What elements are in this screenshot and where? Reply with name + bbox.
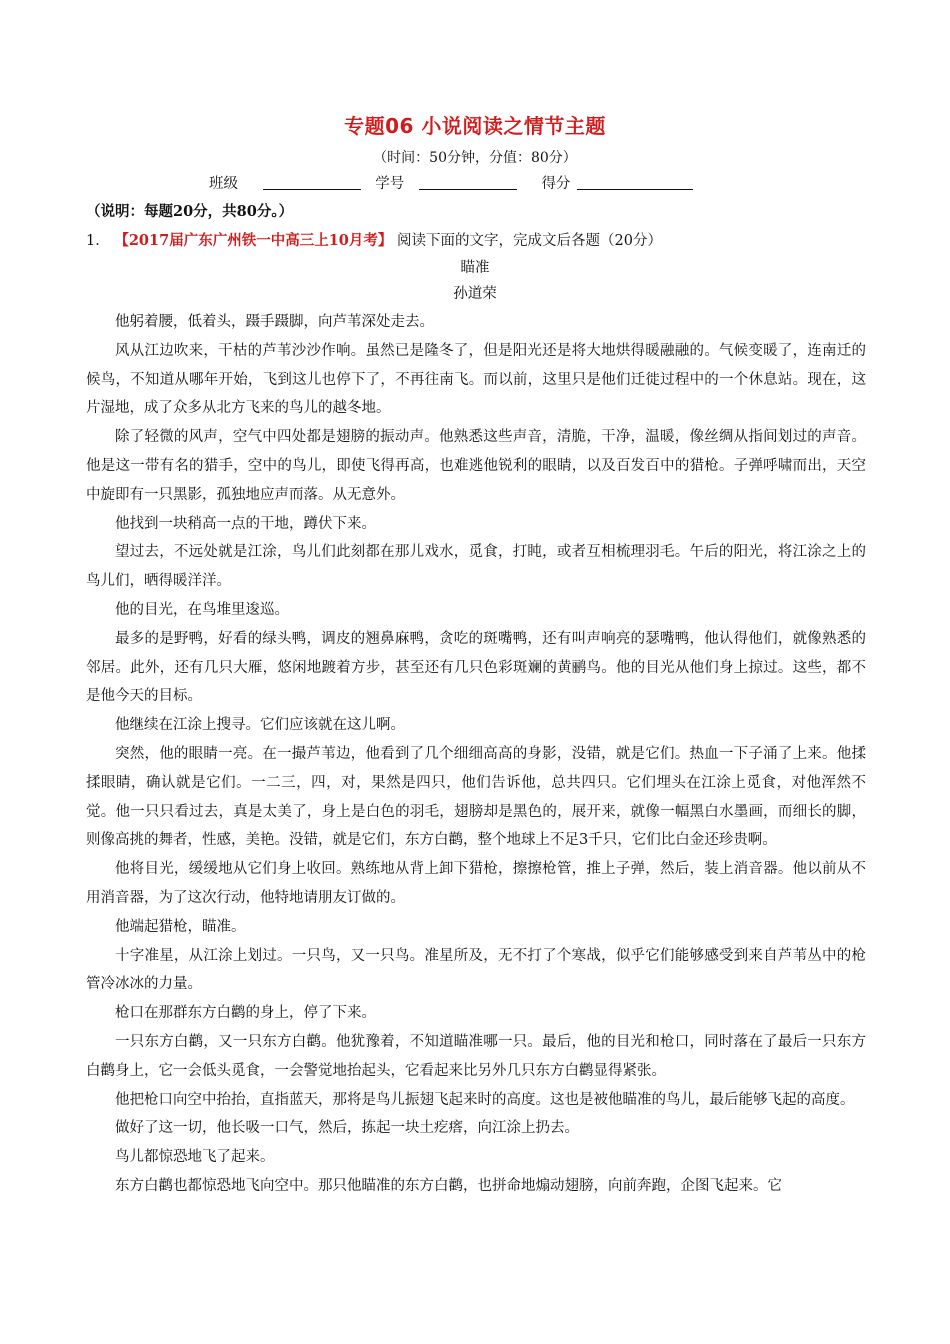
paragraph: 做好了这一切，他长吸一口气，然后，拣起一块土疙瘩，向江涂上扔去。 [115, 1120, 579, 1137]
scoring-note: （说明：每题20分，共80分。） [86, 203, 294, 220]
paragraph: 十字准星，从江涂上划过。一只鸟，又一只鸟。准星所及，无不打了个寒战，似乎它们能够感受到来自芦苇丛中的枪管冷冰冰的力量。 [86, 947, 866, 993]
story-title: 瞄准 [460, 260, 490, 276]
paragraph: 他躬着腰，低着头，蹑手蹑脚，向芦苇深处走去。 [115, 314, 434, 330]
paragraph: 他继续在江涂上搜寻。它们应该就在这儿啊。 [115, 717, 405, 734]
paragraph: 他将目光，缓缓地从它们身上收回。熟练地从背上卸下猎枪，擦擦枪管，推上子弹，然后，装上消音器。他以前从不用消音器，为了这次行动，他特地请朋友订做的。 [86, 861, 866, 906]
paragraph: 除了轻微的风声，空气中四处都是翅膀的振动声。他熟悉这些声音，清脆，干净，温暖，像丝绸从指间划过的声音。他是这一带有名的猎手，空中的鸟儿，即使飞得再高，也难逃他锐利的眼睛，以及百发百中的猎枪。子弹呼啸而出，天空中旋即有一只黑影，孤独地应声而落。从无意外。 [86, 429, 866, 503]
paragraph: 枪口在那群东方白鹳的身上，停了下来。 [115, 1005, 376, 1022]
story-author: 孙道荣 [453, 286, 497, 302]
question-heading [86, 229, 662, 250]
paragraph: 一只东方白鹳，又一只东方白鹳。他犹豫着，不知道瞄准哪一只。最后，他的目光和枪口，同时落在了最后一只东方白鹳身上，它一会低头觅食，一会警觉地抬起头，它看起来比另外几只东方白鹳显得紧张。 [86, 1033, 866, 1079]
paragraph: 最多的是野鸭，好看的绿头鸭，调皮的翘鼻麻鸭，贪吃的斑嘴鸭，还有叫声响亮的瑟嘴鸭，他认得他们，就像熟悉的邻居。此外，还有几只大雁，悠闲地踱着方步，甚至还有几只色彩斑斓的黄鹂鸟。他的目光从他们身上掠过。这些，都不是他今天的目标。 [86, 630, 866, 705]
question-number: 1． [86, 233, 110, 249]
score-label: 得分 [541, 176, 571, 192]
exam-time-score: （时间：50分钟，分值：80分） [373, 150, 577, 166]
question-instruction: 阅读下面的文字，完成文后各题（20分） [397, 233, 662, 249]
paragraph: 他端起猎枪，瞄准。 [115, 918, 246, 935]
story-body [86, 308, 866, 1201]
student-info-fields [209, 172, 693, 193]
paragraph: 风从江边吹来，干枯的芦苇沙沙作响。虽然已是隆冬了，但是阳光还是将大地烘得暖融融的。气候变暖了，连南迁的候鸟，不知道从哪年开始，飞到这儿也停下了，不再往南飞。而以前，这里只是他们迁徙过程中的一个休息站。现在，这片湿地，成了众多从北方飞来的鸟儿的越冬地。 [86, 342, 866, 417]
student-id-label: 学号 [375, 176, 405, 192]
paragraph: 望过去，不远处就是江涂，鸟儿们此刻都在那儿戏水，觅食，打盹，或者互相梳理羽毛。午后的阳光，将江涂之上的鸟儿们，晒得暖洋洋。 [86, 544, 866, 590]
paragraph: 他把枪口向空中抬抬，直指蓝天，那将是鸟儿振翅飞起来时的高度。这也是被他瞄准的鸟儿，最后能够飞起的高度。 [115, 1091, 855, 1108]
class-label: 班级 [209, 176, 238, 192]
score-field[interactable] [577, 175, 693, 190]
class-field[interactable] [263, 175, 361, 190]
paragraph: 他的目光，在鸟堆里逡巡。 [115, 601, 289, 618]
paragraph: 他找到一块稍高一点的干地，蹲伏下来。 [115, 515, 376, 532]
question-source: 【2017届广东广州铁一中高三上10月考】 [114, 232, 393, 249]
paragraph: 鸟儿都惊恐地飞了起来。 [115, 1149, 275, 1166]
paragraph: 东方白鹳也都惊恐地飞向空中。那只他瞄准的东方白鹳，也拼命地煽动翅膀，向前奔跑，企图飞起来。它 [115, 1177, 782, 1194]
student-id-field[interactable] [419, 175, 517, 190]
paragraph: 突然，他的眼睛一亮。在一撮芦苇边，他看到了几个细细高高的身影，没错，就是它们。热血一下子涌了上来。他揉揉眼睛，确认就是它们。一二三，四，对，果然是四只，他们告诉他，总共四只。它们埋头在江涂上觅食，对他浑然不觉。他一只只看过去，真是太美了，身上是白色的羽毛，翅膀却是黑色的，展开来，就像一幅黑白水墨画，而细长的脚，则像高挑的舞者，性感，美艳。没错，就是它们，东方白鹳，整个地球上不足3千只，它们比白金还珍贵啊。 [86, 745, 866, 849]
page-title: 专题06 小说阅读之情节主题 [344, 114, 606, 138]
